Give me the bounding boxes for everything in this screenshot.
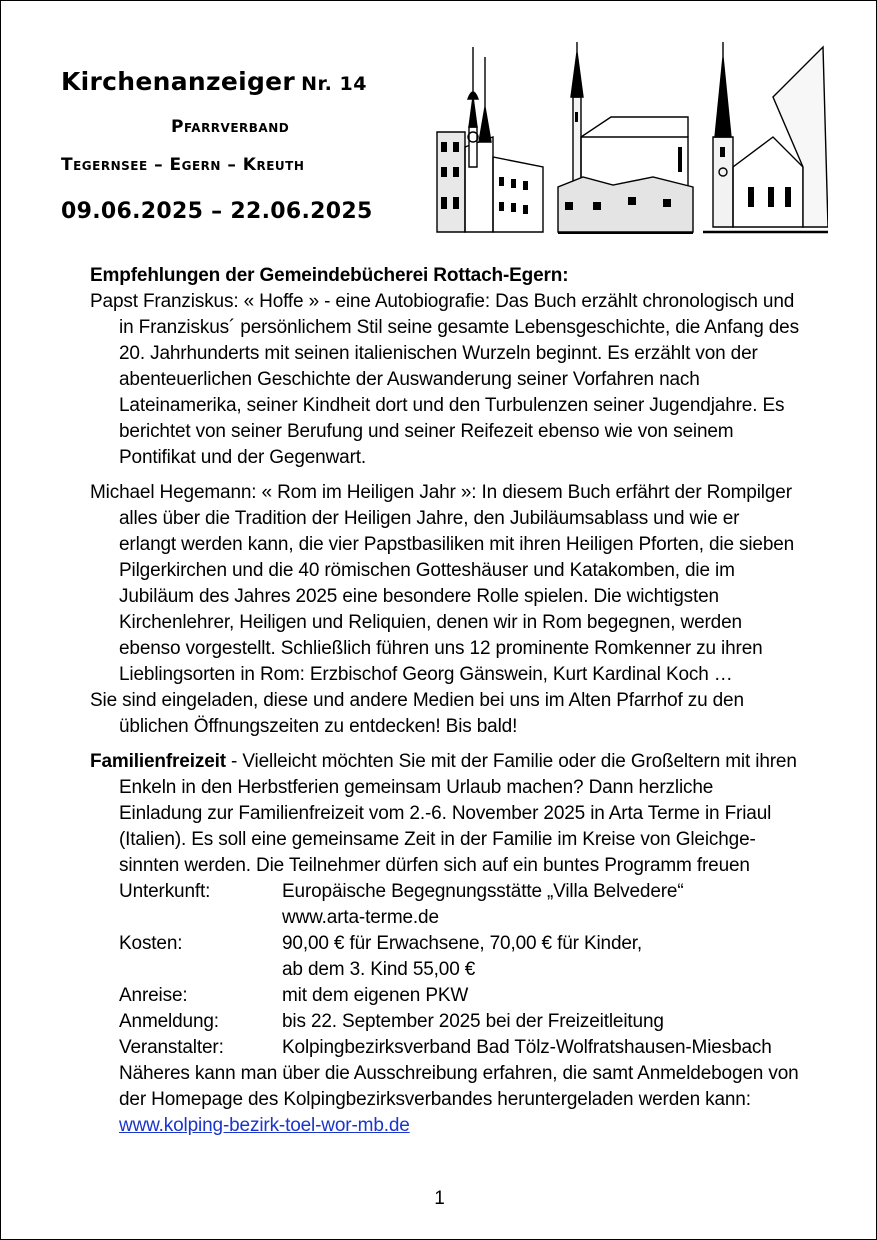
book-recommendation-2: Michael Hegemann: « Rom im Heiligen Jahr »: In diesem Buch erfährt der Rompilger alles über die Tradition der Heiligen Jahre, den Jubiläumsablass und wie er erlangt werden kann, die vier Papstbasiliken mit ihren Heiligen Pforten, die sieben Pilgerkirchen und die 40 römischen Gotteshäuser und Katakomben, die im Jubiläum des Jahres 2025 eine besondere Rolle spielen. Die wichtigsten Kirchenlehrer, Heiligen und Reliquien, denen wir in Rom begegnen, werden ebenso vorgestellt. Schließlich führen uns 12 prominente Romkenner zu ihren Lieblingsorten in Rom: Erzbischof Georg Gänswein, Kurt Kardinal Koch … (90, 482, 795, 685)
bulletin-title (61, 67, 367, 96)
retreat-outro (119, 1061, 800, 1139)
issue-number: Nr. 14 (301, 73, 367, 95)
detail-label: Anmeldung: (119, 1011, 219, 1032)
detail-row (119, 931, 800, 983)
detail-label: Anreise: (119, 985, 188, 1006)
detail-value: Kolpingbezirksverband Bad Tölz-Wolfratshausen-Miesbach (282, 1037, 772, 1058)
outro-text: Näheres kann man über die Ausschreibung erfahren, die samt Anmeldebogen von der Homepage des Kolpingbezirksverbandes heruntergeladen werden kann: (119, 1063, 799, 1110)
detail-label: Kosten: (119, 933, 183, 954)
main-content (90, 263, 800, 1139)
book-recommendation-1: Papst Franziskus: « Hoffe » - eine Autobiografie: Das Buch erzählt chronologisch und in Franziskus´ persönlichem Stil seine gesamte Lebensgeschichte, die Anfang des 20. Jahrhunderts mit seinen italienischen Wurzeln beginnt. Es erzählt von der abenteuerlichen Geschichte der Auswanderung seiner Vorfahren nach Lateinamerika, seiner Kindheit dort und den Turbulenzen seiner Jugendjahre. Es berichtet von seiner Berufung und seiner Reifezeit ebenso wie von seinem Pontifikat und der Gegenwart. (90, 291, 799, 468)
detail-row (119, 1035, 800, 1061)
parish-association: Pfarrverband (171, 117, 290, 137)
detail-value (282, 879, 800, 931)
detail-value (282, 931, 800, 983)
detail-value-line: www.arta-terme.de (282, 907, 439, 928)
detail-row (119, 983, 800, 1009)
title-text: Kirchenanzeiger (61, 67, 296, 96)
detail-row (119, 879, 800, 931)
family-retreat-heading: Familienfreizeit (90, 751, 226, 772)
detail-value: bis 22. September 2025 bei der Freizeitleitung (282, 1011, 664, 1032)
detail-label: Veranstalter: (119, 1037, 224, 1058)
detail-row (119, 1009, 800, 1035)
churches-illustration (433, 37, 828, 237)
page-number: 1 (434, 1188, 445, 1209)
detail-value-line: 90,00 € für Erwachsene, 70,00 € für Kinder, (282, 933, 643, 954)
kolping-homepage-link[interactable]: www.kolping-bezirk-toel-wor-mb.de (119, 1115, 410, 1136)
detail-value: mit dem eigenen PKW (282, 985, 469, 1006)
family-retreat-intro (90, 749, 800, 879)
library-heading: Empfehlungen der Gemeindebücherei Rottach-Egern: (90, 265, 569, 286)
detail-value-line: Europäische Begegnungsstätte „Villa Belvedere“ (282, 881, 684, 902)
parish-places: Tegernsee – Egern – Kreuth (61, 155, 305, 175)
library-invitation: Sie sind eingeladen, diese und andere Medien bei uns im Alten Pfarrhof zu den üblichen Öffnungszeiten zu entdecken! Bis bald! (90, 690, 744, 737)
date-range: 09.06.2025 – 22.06.2025 (61, 199, 373, 224)
detail-value-line: ab dem 3. Kind 55,00 € (282, 959, 476, 980)
retreat-details (90, 879, 800, 1139)
detail-label: Unterkunft: (119, 881, 211, 902)
family-retreat-text: - Vielleicht möchten Sie mit der Familie oder die Großeltern mit ihren Enkeln in den Herbstferien gemeinsam Urlaub machen? Dann herzliche Einladung zur Familienfreizeit vom 2.-6. November 2025 in Arta Terme in Friaul (Italien). Es soll eine gemeinsame Zeit in der Familie im Kreise von Gleichge-sinnten werden. Die Teilnehmer dürfen sich auf ein buntes Programm freuen (119, 751, 797, 876)
